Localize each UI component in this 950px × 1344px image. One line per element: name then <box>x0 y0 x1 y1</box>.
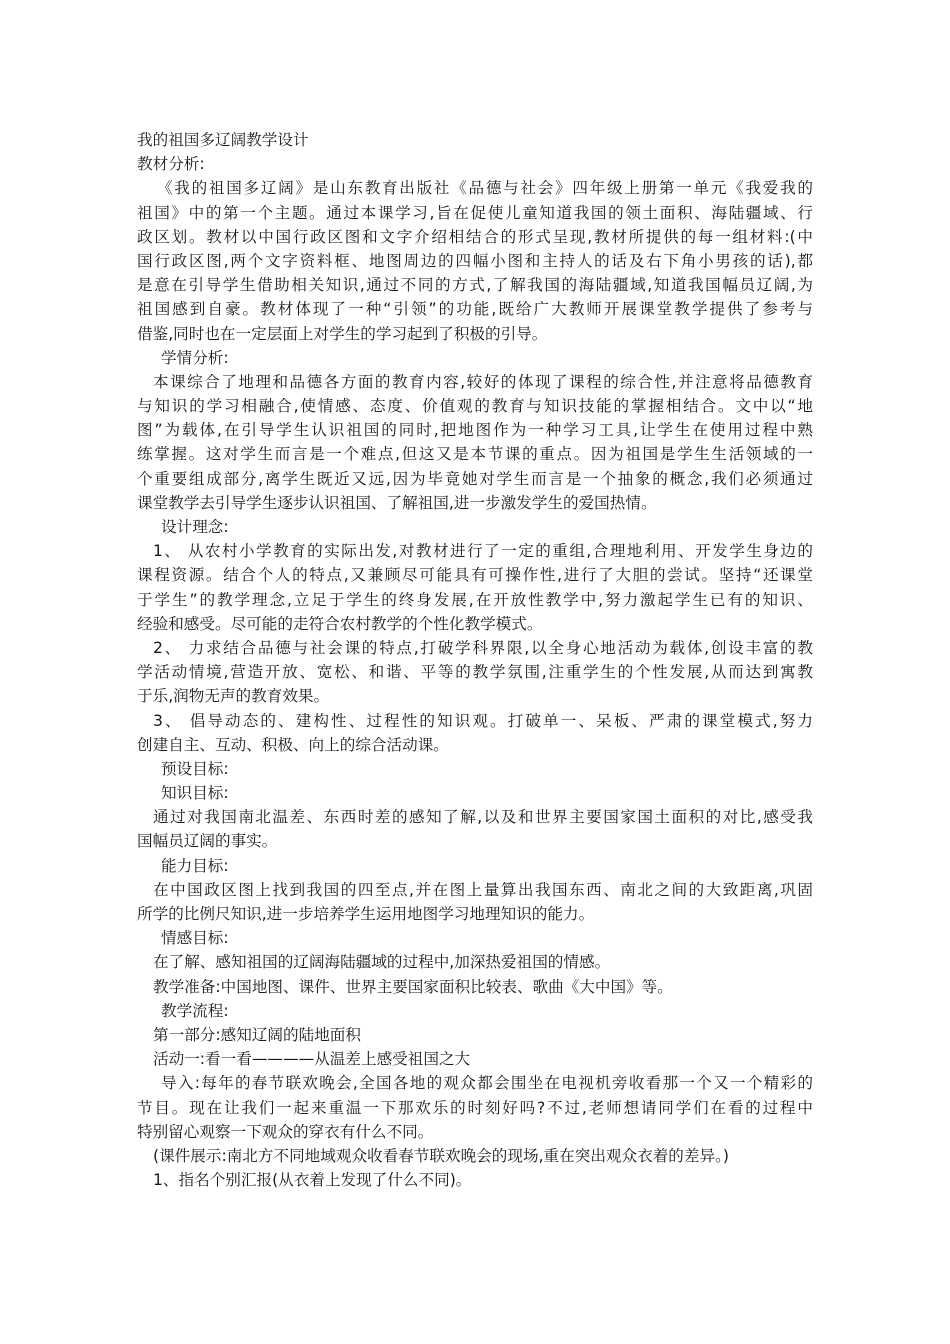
text-line: 是意在引导学生借助相关知识,通过不同的方式,了解我国的海陆疆域,知道我国幅员辽阔,为 <box>137 276 813 295</box>
text-line: 个重要组成部分,离学生既近又远,因为毕竟她对学生而言是一个抽象的概念,我们必须通过 <box>137 469 813 488</box>
text-line: 预设目标: <box>161 759 229 778</box>
text-line: 知识目标: <box>161 784 229 803</box>
text-line: 经验和感受。尽可能的走符合农村教学的个性化教学模式。 <box>137 614 543 633</box>
text-line: 于乐,润物无声的教育效果。 <box>137 687 330 706</box>
text-line: 祖国》中的第一个主题。通过本课学习,旨在促使儿童知道我国的领土面积、海陆疆域、行 <box>137 203 813 222</box>
text-line: 与知识的学习相融合,使情感、态度、价值观的教育与知识技能的掌握相结合。文中以“地 <box>137 397 813 416</box>
text-line: 练掌握。这对学生而言是一个难点,但这又是本节课的重点。因为祖国是学生生活领域的一 <box>137 445 813 464</box>
text-line: 情感目标: <box>161 929 229 948</box>
text-line: 1、指名个别汇报(从衣着上发现了什么不同)。 <box>153 1171 472 1190</box>
text-line: 教材分析: <box>137 155 205 174</box>
text-line: 节目。现在让我们一起来重温一下那欢乐的时刻好吗?不过,老师想请同学们在看的过程中 <box>137 1098 813 1117</box>
text-line: 2、 力求结合品德与社会课的特点,打破学科界限,以全身心地活动为载体,创设丰富的教 <box>153 638 813 657</box>
text-line: 3、 倡导动态的、建构性、过程性的知识观。打破单一、呆板、严肃的课堂模式,努力 <box>153 711 813 730</box>
text-line: 国行政区图,两个文字资料框、地图周边的四幅小图和主持人的话及右下角小男孩的话),都 <box>137 251 813 270</box>
text-line: 教学流程: <box>161 1001 229 1020</box>
document-body <box>137 128 813 1192</box>
text-line: 图”为载体,在引导学生认识祖国的同时,把地图作为一种学习工具,让学生在使用过程中熟 <box>137 421 813 440</box>
text-line: 1、 从农村小学教育的实际出发,对教材进行了一定的重组,合理地利用、开发学生身边的 <box>153 542 813 561</box>
text-line: 政区划。教材以中国行政区图和文字介绍相结合的形式呈现,教材所提供的每一组材料:(中 <box>137 227 813 246</box>
text-line: 在了解、感知祖国的辽阔海陆疆域的过程中,加深热爱祖国的情感。 <box>153 953 611 972</box>
text-line: 学活动情境,营造开放、宽松、和谐、平等的教学氛围,注重学生的个性发展,从而达到寓教 <box>137 663 813 682</box>
text-line: (课件展示:南北方不同地域观众收看春节联欢晚会的现场,重在突出观众衣着的差异。) <box>153 1146 729 1165</box>
text-line: 在中国政区图上找到我国的四至点,并在图上量算出我国东西、南北之间的大致距离,巩固 <box>153 880 813 899</box>
text-line: 能力目标: <box>161 856 229 875</box>
text-line: 国幅员辽阔的事实。 <box>137 832 278 851</box>
text-line: 活动一:看一看————从温差上感受祖国之大 <box>153 1050 471 1069</box>
text-line: 通过对我国南北温差、东西时差的感知了解,以及和世界主要国家国土面积的对比,感受我 <box>153 808 813 827</box>
document-paragraphs <box>137 152 813 1192</box>
document-title: 我的祖国多辽阔教学设计 <box>137 131 309 149</box>
text-line: 祖国感到自豪。教材体现了一种“引领”的功能,既给广大教师开展课堂教学提供了参考与 <box>137 300 813 319</box>
text-line: 教学准备:中国地图、课件、世界主要国家面积比较表、歌曲《大中国》等。 <box>153 977 673 996</box>
text-line: 课堂教学去引导学生逐步认识祖国、了解祖国,进一步激发学生的爱国热情。 <box>137 493 657 512</box>
text-line: 导入:每年的春节联欢晚会,全国各地的观众都会围坐在电视机旁收看那一个又一个精彩的 <box>161 1074 813 1093</box>
text-line: 于学生”的教学理念,立足于学生的终身发展,在开放性教学中,努力激起学生已有的知识、 <box>137 590 813 609</box>
text-line: 创建自主、互动、积极、向上的综合活动课。 <box>137 735 449 754</box>
text-line: 特别留心观察一下观众的穿衣有什么不同。 <box>137 1122 434 1141</box>
text-line: 学情分析: <box>161 348 229 367</box>
text-line: 所学的比例尺知识,进一步培养学生运用地图学习地理知识的能力。 <box>137 905 595 923</box>
text-line: 借鉴,同时也在一定层面上对学生的学习起到了积极的引导。 <box>137 324 548 343</box>
text-line: 《我的祖国多辽阔》是山东教育出版社《品德与社会》四年级上册第一单元《我爱我的 <box>157 179 813 198</box>
text-line: 第一部分:感知辽阔的陆地面积 <box>153 1025 361 1044</box>
text-line: 本课综合了地理和品德各方面的教育内容,较好的体现了课程的综合性,并注意将品德教育 <box>153 372 813 391</box>
text-line: 课程资源。结合个人的特点,又兼顾尽可能具有可操作性,进行了大胆的尝试。坚持“还课堂 <box>137 566 813 585</box>
text-line: 设计理念: <box>161 518 229 536</box>
